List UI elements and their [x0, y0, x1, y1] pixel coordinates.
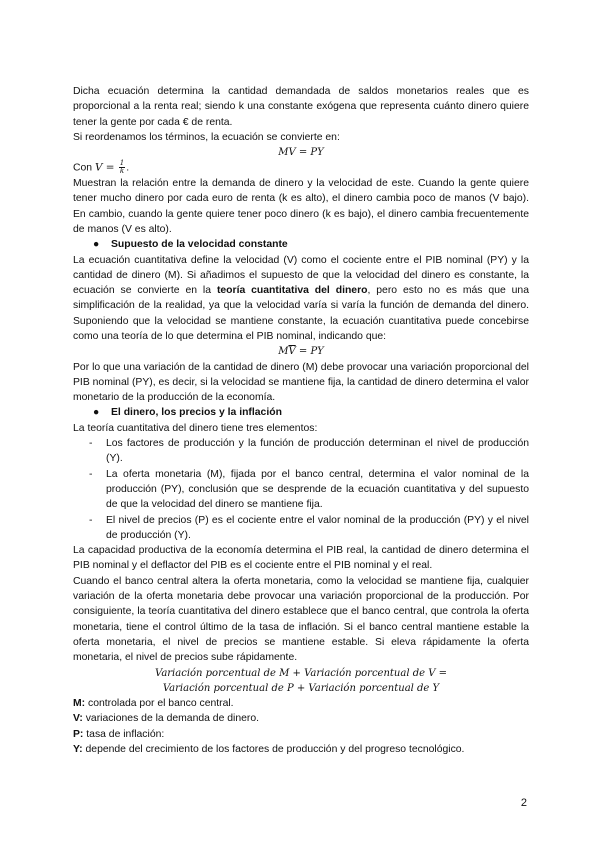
equation-percent-line-2: Variación porcentual de P + Variación porcentual de Y: [162, 682, 440, 694]
list-item-text: Los factores de producción y la función de producción determinan el nivel de producción (Y).: [106, 438, 529, 465]
bullet-icon: ●: [93, 407, 100, 419]
list-item: [73, 513, 529, 544]
definition-text: tasa de inflación:: [83, 728, 165, 740]
paragraph-4: [73, 253, 529, 345]
bullet-heading-inflation: [73, 405, 529, 420]
fraction-denominator: k: [119, 167, 125, 176]
paragraph-4-bold: teoría cuantitativa del dinero: [216, 285, 368, 297]
definition-y: [73, 742, 529, 757]
paragraph-1: Dicha ecuación determina la cantidad demandada de saldos monetarios reales que es proporcional a la renta real; siendo k una constante exógena que representa cuánto dinero quiere tener la gente por cada € de renta.: [73, 86, 529, 128]
page-number: 2: [520, 797, 527, 809]
eq2-m: M: [278, 346, 289, 358]
document-body: [73, 84, 529, 757]
paragraph-8: Cuando el banco central altera la oferta monetaria, como la velocidad se mantiene fija, cualquier variación de la oferta monetaria debe provocar una variación proporcional de la producción. Por consiguiente, la teoría cuantitativa del dinero establece que el banco central, que controla la oferta monetaria, tiene el control último de la tasa de inflación. Si el banco central mantiene estable la oferta monetaria, el nivel de precios se mantiene estable. Si eleva rápidamente la oferta monetaria, el nivel de precios sube rápidamente.: [73, 575, 529, 664]
bullet-heading-velocity: [73, 237, 529, 252]
bullet-heading-text: El dinero, los precios y la inflación: [111, 407, 282, 419]
definition-text: depende del crecimiento de los factores de producción y del progreso tecnológico.: [82, 744, 465, 756]
definition-v: [73, 711, 529, 726]
dash-icon: -: [89, 438, 93, 450]
paragraph-4-part1: La ecuación cuantitativa define la velocidad (V) como el cociente entre el PIB nominal (PY) y la cantidad de dinero (M). Si añadimos el supuesto de que la velocidad del dinero es constante, la ecuación se convierte en la: [73, 254, 529, 297]
paragraph-6: La teoría cuantitativa del dinero tiene tres elementos:: [73, 422, 318, 434]
definition-key: Y:: [73, 744, 83, 756]
definition-m: [73, 696, 529, 711]
velocity-definition: [73, 160, 529, 176]
paragraph-4-part2: , pero esto no es más que una simplificación de la realidad, ya que la velocidad varía si varía la función de demanda del dinero. Suponiendo que la velocidad se mantiene constante, la ecuación cuantitativa puede concebirse como una teoría de lo que determina el PIB nominal, indicando que:: [73, 285, 529, 342]
fraction-numerator: 1: [119, 159, 125, 168]
eq2-rest: = PY: [295, 346, 324, 358]
definition-key: M:: [73, 698, 86, 710]
dash-icon: -: [89, 514, 93, 526]
equation-mv-py: MV = PY: [278, 147, 324, 159]
paragraph-3: Muestran la relación entre la demanda de dinero y la velocidad de este. Cuando la gente quiere tener mucho dinero por cada euro de renta (k es alto), el dinero cambia poco de manos (V bajo). En cambio, cuando la gente quiere tener poco dinero (k es bajo), el dinero cambia frecuentemente de manos (V es alto).: [73, 178, 529, 235]
equation-mvbar-py: [73, 344, 529, 359]
definition-key: P:: [73, 728, 84, 740]
fraction-1-over-k: [119, 160, 125, 175]
definition-text: variaciones de la demanda de dinero.: [82, 713, 260, 725]
paragraph-2: Si reordenamos los términos, la ecuación se convierte en:: [73, 131, 340, 143]
con-eq-lhs: V =: [94, 161, 118, 174]
definition-text: controlada por el banco central.: [85, 698, 234, 710]
list-item: [73, 436, 529, 467]
equation-percent-line-1: Variación porcentual de M + Variación porcentual de V =: [155, 667, 447, 679]
list-item: [73, 467, 529, 513]
list-item-text: La oferta monetaria (M), fijada por el banco central, determina el valor nominal de la producción (PY), conclusión que se desprende de la ecuación cuantitativa y del supuesto de que la velocidad del dinero se mantiene fija.: [106, 468, 529, 511]
con-prefix: Con: [73, 162, 95, 174]
definition-p: [73, 727, 529, 742]
eq2-v-bar: $\overline{V}$: [288, 346, 296, 358]
paragraph-7: La capacidad productiva de la economía determina el PIB real, la cantidad de dinero determina el PIB nominal y el deflactor del PIB es el cociente entre el PIB nominal y el real.: [73, 545, 529, 572]
bullet-icon: ●: [93, 239, 100, 251]
definition-key: V:: [73, 713, 83, 725]
list-item-text: El nivel de precios (P) es el cociente entre el valor nominal de la producción (PY) y el nivel de producción (Y).: [106, 514, 529, 541]
dash-icon: -: [89, 468, 93, 480]
con-suffix: .: [126, 162, 130, 174]
bullet-heading-text: Supuesto de la velocidad constante: [111, 239, 288, 251]
paragraph-5: Por lo que una variación de la cantidad de dinero (M) debe provocar una variación proporcional del PIB nominal (PY), es decir, si la velocidad se mantiene fija, la cantidad de dinero determina el valor monetario de la producción de la economía.: [73, 361, 529, 404]
